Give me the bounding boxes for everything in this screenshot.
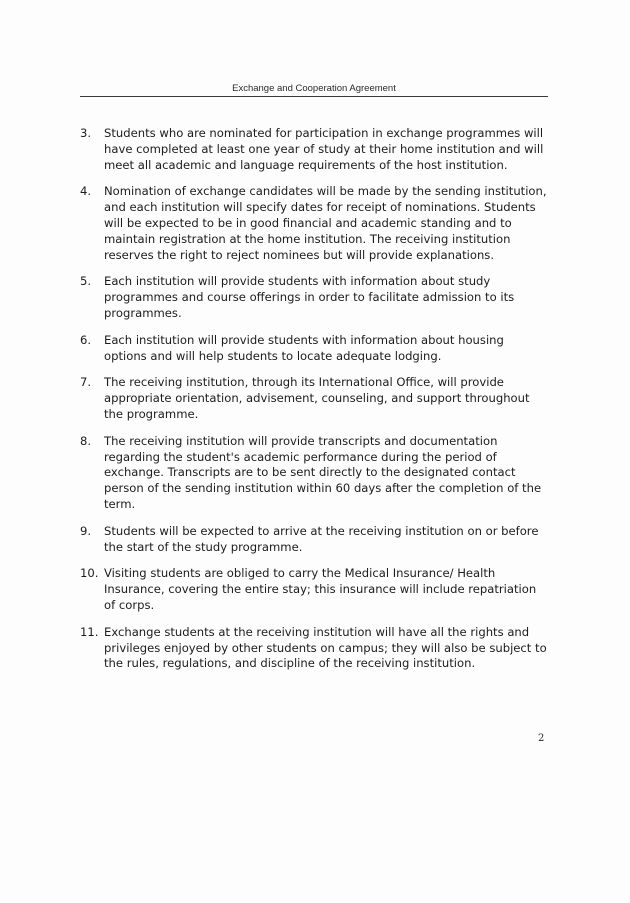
clause-text: The receiving institution, through its International Office, will provide appropriate orientation, advisement, counseling, and support throughout the programme. <box>104 375 530 421</box>
clause-number: 10. <box>80 566 99 581</box>
clause-text: Each institution will provide students with information about housing options and will help students to locate adequate lodging. <box>104 332 504 363</box>
clause-item <box>80 524 550 556</box>
clause-text: The receiving institution will provide transcripts and documentation regarding the student's academic performance during the period of exchange. Transcripts are to be sent directly to the designated contact person of the sending institution within 60 days after the completion of the term. <box>104 433 542 511</box>
clause-number: 6. <box>80 332 92 347</box>
clause-number: 9. <box>80 523 92 538</box>
page-number: 2 <box>538 733 545 744</box>
running-header: Exchange and Cooperation Agreement <box>232 83 396 94</box>
clause-number: 11. <box>80 624 99 639</box>
clause-item <box>80 625 550 672</box>
clause-item <box>80 333 550 365</box>
clause-text: Exchange students at the receiving institution will have all the rights and privileges enjoyed by other students on campus; they will also be subject to the rules, regulations, and discipline of the receiving institution. <box>104 624 547 671</box>
clause-item <box>80 274 550 321</box>
clause-number: 4. <box>80 184 92 199</box>
clause-item <box>80 375 550 422</box>
clause-text: Students who are nominated for participation in exchange programmes will have completed at least one year of study at their home institution and will meet all academic and language requirements of the host institution. <box>104 126 544 172</box>
clause-list <box>80 126 550 683</box>
clause-number: 7. <box>80 375 92 390</box>
clause-number: 5. <box>80 274 92 289</box>
clause-text: Visiting students are obliged to carry the Medical Insurance/ Health Insurance, covering the entire stay; this insurance will include repatriation of corps. <box>104 566 537 612</box>
clause-item <box>80 434 550 513</box>
clause-number: 8. <box>80 433 92 448</box>
clause-number: 3. <box>80 126 92 140</box>
clause-item <box>80 184 550 263</box>
clause-text: Each institution will provide students with information about study programmes and course offerings in order to facilitate admission to its programmes. <box>104 274 515 320</box>
clause-text: Nomination of exchange candidates will be made by the sending institution, and each institution will specify dates for receipt of nominations. Students will be expected to be in good financial and academic standing and to maintain registration at the home institution. The receiving institution reserves the right to reject nominees but will provide explanations. <box>104 184 547 262</box>
clause-text: Students will be expected to arrive at the receiving institution on or before the start of the study programme. <box>104 523 539 554</box>
clause-item <box>80 566 550 613</box>
clause-item <box>80 126 550 173</box>
header-rule <box>80 96 548 97</box>
